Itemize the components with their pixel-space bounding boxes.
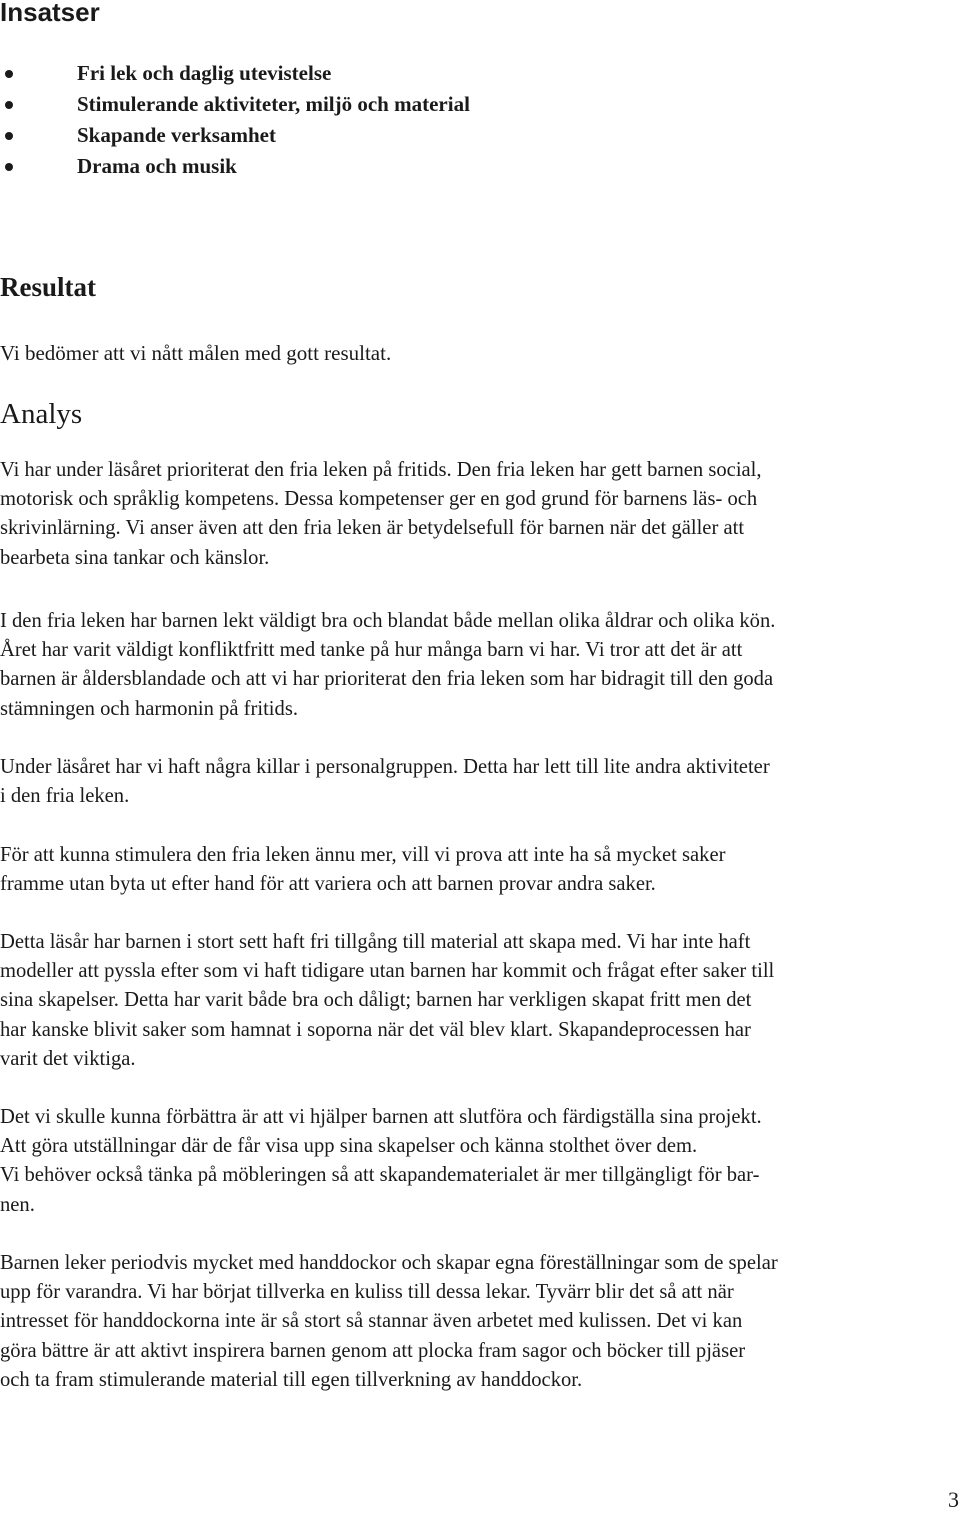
analys-paragraph-1	[0, 456, 960, 573]
bullet-icon	[5, 101, 13, 109]
text-line: Vi har under läsåret prioriterat den fria leken på fritids. Den fria leken har gett barnen social,	[0, 459, 762, 481]
resultat-text: Vi bedömer att vi nått målen med gott resultat.	[0, 341, 392, 365]
list-item	[0, 58, 900, 89]
text-line: nen.	[0, 1193, 35, 1216]
text-line: och ta fram stimulerande material till egen tillverkning av handdockor.	[0, 1368, 583, 1391]
analys-paragraph-6	[0, 1103, 960, 1220]
text-line: motorisk och språklig kompetens. Dessa kompetenser ger en god grund för barnens läs- och	[0, 488, 758, 511]
text-line: modeller att pyssla efter som vi haft tidigare utan barnen har kommit och frågat efter saker till	[0, 960, 775, 983]
heading-resultat: Resultat	[0, 272, 96, 302]
text-line: Det vi skulle kunna förbättra är att vi hjälper barnen att slutföra och färdigställa sina projekt.	[0, 1106, 762, 1128]
text-line: framme utan byta ut efter hand för att variera och att barnen provar andra saker.	[0, 873, 656, 896]
text-line: barnen är åldersblandade och att vi har prioriterat den fria leken som har bidragit till den goda	[0, 668, 774, 691]
text-line: Detta läsår har barnen i stort sett haft fri tillgång till material att skapa med. Vi har inte haft	[0, 931, 751, 953]
text-line: I den fria leken har barnen lekt väldigt bra och blandat både mellan olika åldrar och olika kön.	[0, 610, 776, 632]
bullet-icon	[5, 132, 13, 140]
text-line: stämningen och harmonin på fritids.	[0, 697, 298, 720]
text-line: Att göra utställningar där de får visa upp sina skapelser och känna stolthet över dem.	[0, 1135, 698, 1158]
text-line: Året har varit väldigt konfliktfritt med tanke på hur många barn vi har. Vi tror att det är att	[0, 639, 743, 662]
text-line: skrivinlärning. Vi anser även att den fria leken är betydelsefull för barnen när det gäller att	[0, 517, 745, 540]
analys-paragraph-4	[0, 841, 960, 899]
heading-insatser: Insatser	[0, 0, 100, 27]
list-item-text: Skapande verksamhet	[77, 123, 276, 147]
text-line: bearbeta sina tankar och känslor.	[0, 546, 270, 569]
text-line: upp för varandra. Vi har börjat tillverka en kuliss till dessa lekar. Tyvärr blir det så att när	[0, 1281, 734, 1304]
analys-paragraph-2	[0, 607, 960, 724]
analys-paragraph-3	[0, 753, 960, 811]
text-line: sina skapelser. Detta har varit både bra och dåligt; barnen har verkligen skapat fritt men det	[0, 989, 752, 1012]
text-line: Barnen leker periodvis mycket med handdockor och skapar egna föreställningar som de spelar	[0, 1252, 778, 1274]
text-line: varit det viktiga.	[0, 1047, 136, 1070]
text-line: Vi behöver också tänka på möbleringen så att skapandematerialet är mer tillgängligt för bar-	[0, 1164, 760, 1187]
text-line: har kanske blivit saker som hamnat i soporna när det väl blev klart. Skapandeprocessen har	[0, 1018, 751, 1041]
insatser-list	[0, 58, 900, 182]
analys-paragraph-7	[0, 1249, 960, 1395]
text-line: i den fria leken.	[0, 785, 130, 808]
list-item	[0, 151, 900, 182]
bullet-icon	[5, 70, 13, 78]
text-line: göra bättre är att aktivt inspirera barnen genom att plocka fram sagor och böcker till pjäser	[0, 1339, 746, 1362]
list-item	[0, 89, 900, 120]
analys-paragraph-5	[0, 928, 960, 1074]
list-item-text: Fri lek och daglig utevistelse	[77, 61, 332, 85]
text-line: Under läsåret har vi haft några killar i personalgruppen. Detta har lett till lite andra aktiviteter	[0, 756, 770, 778]
text-line: intresset för handdockorna inte är så stort så stannar även arbetet med kulissen. Det vi kan	[0, 1310, 743, 1333]
list-item-text: Drama och musik	[77, 154, 237, 178]
bullet-icon	[5, 163, 13, 171]
page-number: 3	[948, 1487, 959, 1512]
list-item-text: Stimulerande aktiviteter, miljö och material	[77, 92, 470, 116]
list-item	[0, 120, 900, 151]
heading-analys: Analys	[0, 398, 83, 430]
text-line: För att kunna stimulera den fria leken ännu mer, vill vi prova att inte ha så mycket saker	[0, 844, 726, 866]
